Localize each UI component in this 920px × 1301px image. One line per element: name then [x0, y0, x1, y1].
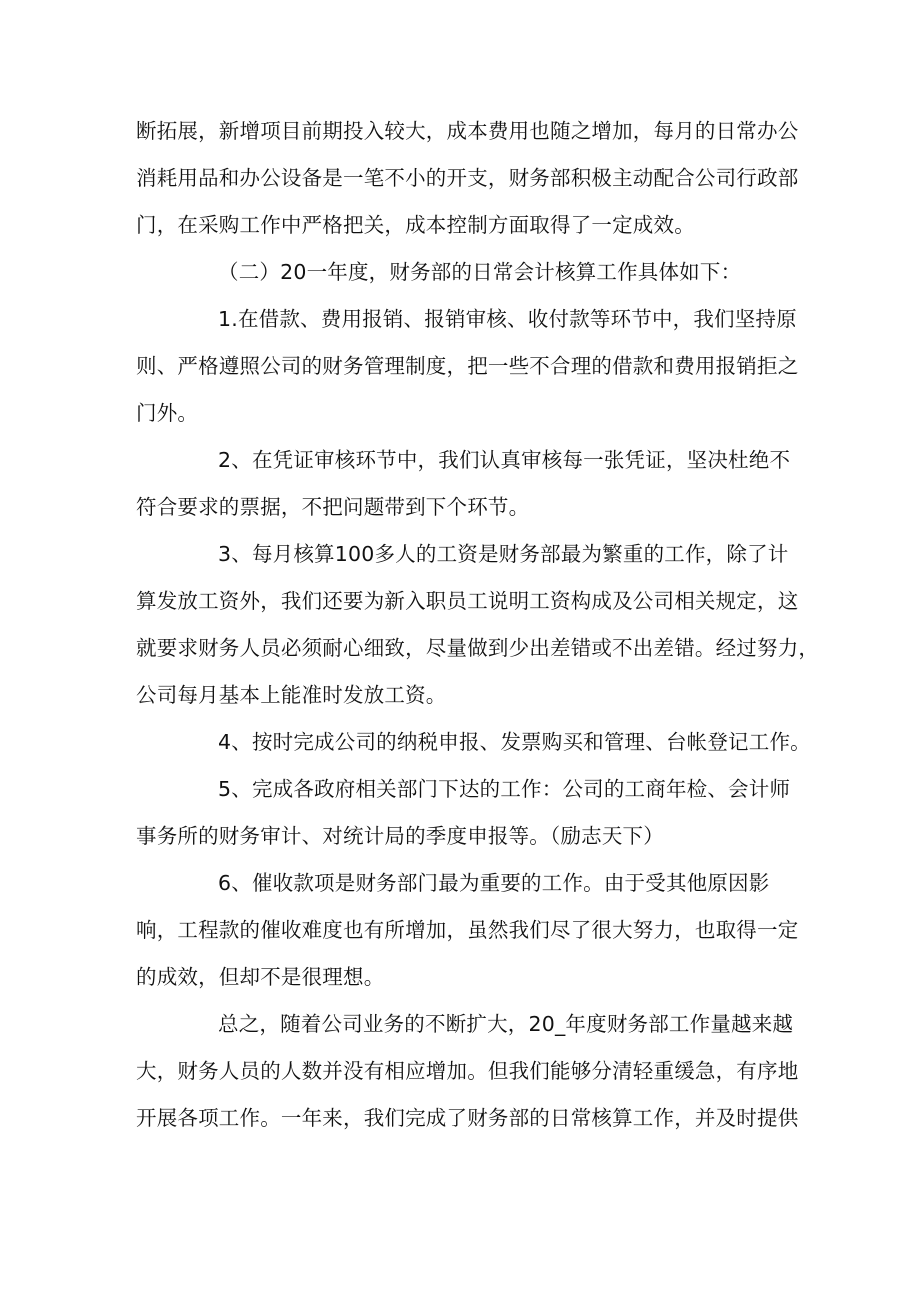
text-line: 大，财务人员的人数并没有相应增加。但我们能够分清轻重缓急，有序地: [136, 1059, 799, 1083]
text-line: 总之，随着公司业务的不断扩大，20_年度财务部工作量越来越: [218, 1012, 794, 1036]
paragraph: [136, 766, 796, 860]
text-line: 事务所的财务审计、对统计局的季度申报等。（励志天下）: [136, 824, 664, 848]
text-line: 6、催收款项是财务部门最为重要的工作。由于受其他原因影: [218, 871, 770, 895]
text-line: 公司每月基本上能准时发放工资。: [136, 683, 447, 707]
text-line: 1.在借款、费用报销、报销审核、收付款等环节中，我们坚持原: [218, 307, 797, 331]
paragraph: [136, 249, 796, 296]
paragraph: [136, 531, 820, 719]
text-line: 则、严格遵照公司的财务管理制度，把一些不合理的借款和费用报销拒之: [136, 354, 799, 378]
document-body: [136, 108, 820, 1142]
paragraph: [136, 719, 811, 766]
text-line: 消耗用品和办公设备是一笔不小的开支，财务部积极主动配合公司行政部: [136, 166, 799, 190]
paragraph: [136, 437, 796, 531]
text-line: 响，工程款的催收难度也有所增加，虽然我们尽了很大努力，也取得一定: [136, 918, 799, 942]
text-line: 4、按时完成公司的纳税申报、发票购买和管理、台帐登记工作。: [218, 730, 811, 754]
text-line: 断拓展，新增项目前期投入较大，成本费用也随之增加，每月的日常办公: [136, 119, 799, 143]
text-line: 3、每月核算100多人的工资是财务部最为繁重的工作，除了计: [218, 542, 789, 566]
text-line: 符合要求的票据，不把问题带到下个环节。: [136, 495, 530, 519]
text-line: 2、在凭证审核环节中，我们认真审核每一张凭证，坚决杜绝不: [218, 448, 791, 472]
text-line: 算发放工资外，我们还要为新入职员工说明工资构成及公司相关规定，这: [136, 589, 799, 613]
text-line: 5、完成各政府相关部门下达的工作：公司的工商年检、会计师: [218, 777, 791, 801]
text-line: 开展各项工作。一年来，我们完成了财务部的日常核算工作，并及时提供: [136, 1106, 799, 1130]
paragraph: [136, 296, 799, 437]
paragraph: [136, 860, 799, 1001]
text-line: （二）20一年度，财务部的日常会计核算工作具体如下：: [218, 260, 742, 284]
text-line: 门外。: [136, 401, 199, 425]
text-line: 的成效，但却不是很理想。: [136, 965, 385, 989]
paragraph: [136, 1001, 799, 1142]
text-line: 就要求财务人员必须耐心细致，尽量做到少出差错或不出差错。经过努力，: [136, 636, 820, 660]
paragraph: [136, 108, 799, 249]
text-line: 门，在采购工作中严格把关，成本控制方面取得了一定成效。: [136, 213, 695, 237]
